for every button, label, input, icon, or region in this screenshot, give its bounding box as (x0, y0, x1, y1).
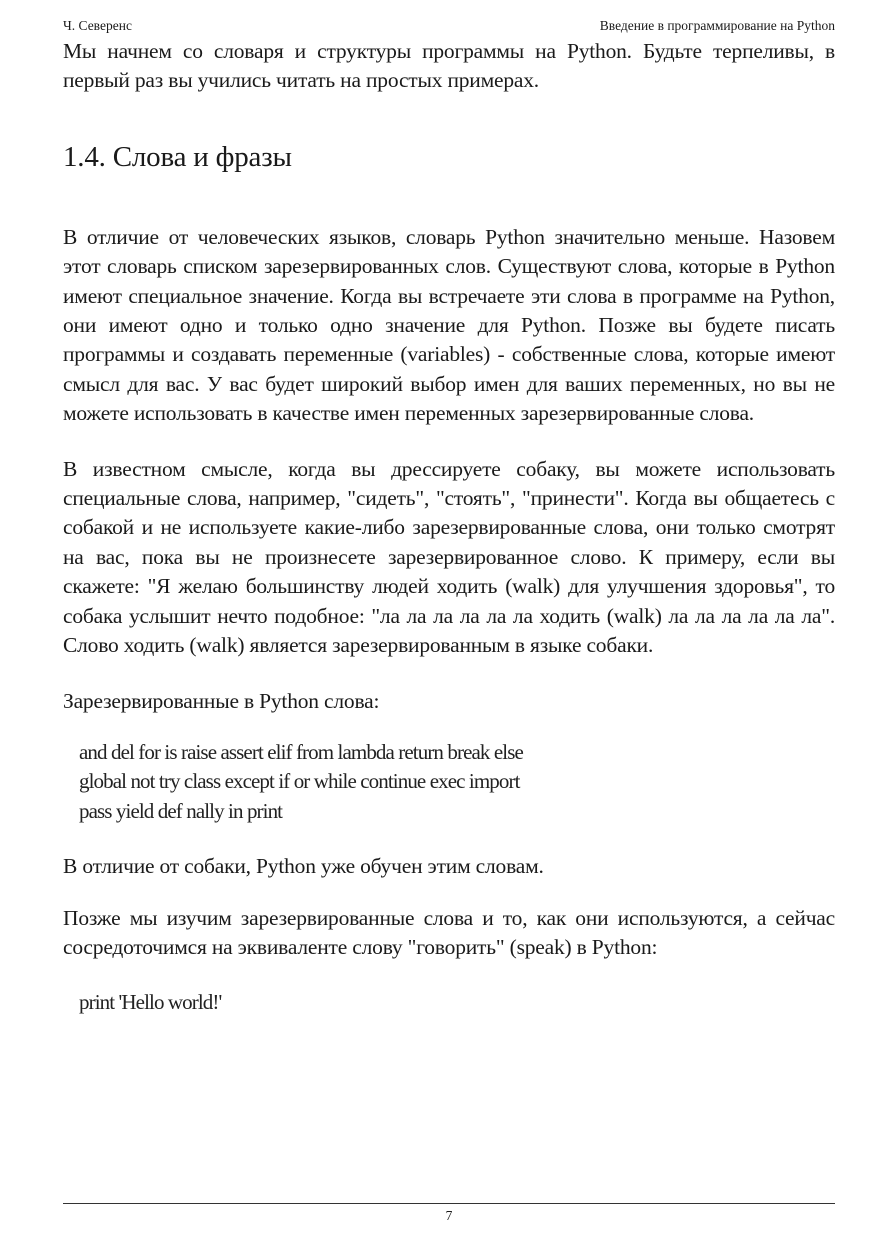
running-header (63, 16, 835, 36)
reserved-words-line: pass yield def nally in print (79, 798, 283, 823)
paragraph-dog-analogy: В известном смысле, когда вы дрессируете собаку, вы можете использовать специальные слова, например, "сидеть", "стоять", "принести". Когда вы общаетесь с собакой и не используете какие-либо зарезервированные слова, они только смотрят на вас, пока вы не произнесете зарезервированное слово. К примеру, если вы скажете: "Я желаю большинству людей ходить (walk) для улучшения здоровья", то собака услышит нечто подобное: "ла ла ла ла ла ла ходить (walk) ла ла ла ла ла ла". Слово ходить (walk) является зарезервированным в языке собаки. (63, 456, 835, 658)
code-example-block (79, 988, 835, 1017)
section-heading: 1.4. Слова и фразы (63, 140, 292, 173)
header-book-title: Введение в программирование на Python (599, 18, 835, 33)
footer-divider (63, 1203, 835, 1204)
document-page (63, 0, 835, 1241)
paragraph-speak-equivalent: Позже мы изучим зарезервированные слова и то, как они используются, а сейчас сосредоточимся на эквиваленте слову "говорить" (speak) в Python: (63, 905, 835, 959)
paragraph-python-trained: В отличие от собаки, Python уже обучен этим словам. (63, 854, 544, 879)
reserved-words-line: global not try class except if or while continue exec import (79, 769, 520, 794)
paragraph-reserved-intro: Зарезервированные в Python слова: (63, 688, 380, 713)
page-number: 7 (445, 1208, 453, 1223)
page-content (63, 37, 835, 1044)
paragraph-vocabulary: В отличие от человеческих языков, словарь Python значительно меньше. Назовем этот словарь списком зарезервированных слов. Существуют слова, которые в Python имеют специальное значение. Когда вы встречаете эти слова в программе на Python, они имеют одно и только одно значение для Python. Позже вы будете писать программы и создавать переменные (variables) - собственные слова, которые имеют смысл для вас. У вас будет широкий выбор имен для ваших переменных, но вы не можете использовать в качестве имен переменных зарезервированные слова. (63, 224, 835, 426)
reserved-words-block (79, 738, 835, 826)
reserved-words-line: and del for is raise assert elif from lambda return break else (79, 739, 523, 764)
code-example-line: print 'Hello world!' (79, 990, 222, 1015)
header-author: Ч. Северенс (63, 18, 132, 33)
intro-paragraph: Мы начнем со словаря и структуры программы на Python. Будьте терпеливы, в первый раз вы учились читать на простых примерах. (63, 39, 835, 93)
